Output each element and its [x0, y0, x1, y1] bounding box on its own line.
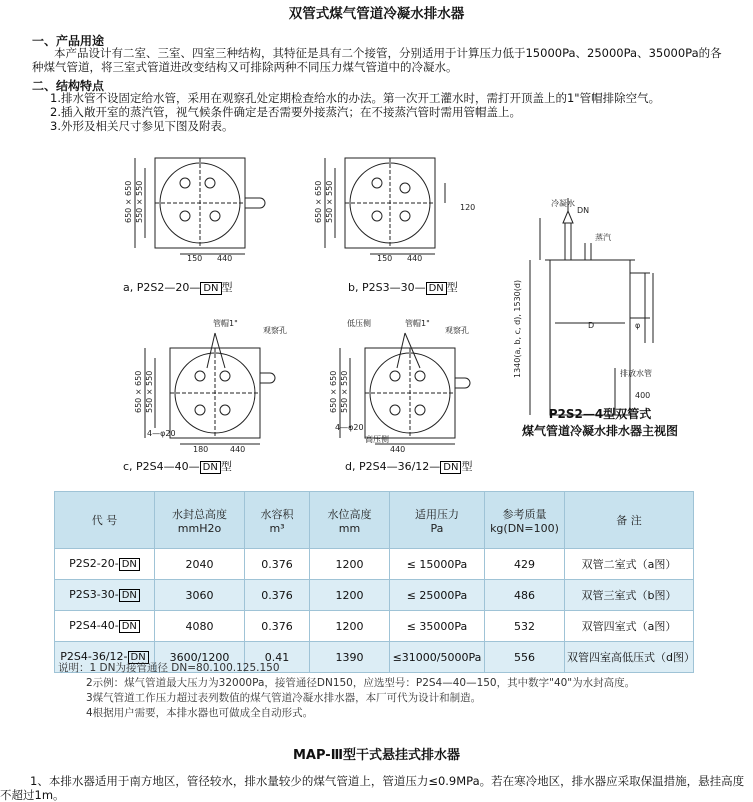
col-seal: 水封总高度 mmH2o: [155, 492, 245, 549]
cell-code: P2S2-20- DN: [55, 549, 155, 580]
cell-code: P2S4-36/12- DN: [55, 642, 155, 673]
label-cap-d: 管帽1": [405, 319, 430, 328]
caption-b: b, P2S3—30— DN 型: [348, 281, 458, 294]
col-volume: 水容积 m³: [245, 492, 310, 549]
main-front-view: [530, 198, 653, 415]
note-line: 4根据用户需要，本排水器也可做成全自动形式。: [86, 707, 314, 719]
dim-440-a: 440: [217, 254, 233, 263]
cell-code: P2S4-40- DN: [55, 611, 155, 642]
cell-pressure: ≤ 25000Pa: [390, 580, 485, 611]
dim-180-c: 180: [193, 445, 209, 454]
caption-a: a, P2S2—20— DN 型: [123, 281, 233, 294]
cell-code: P2S3-30- DN: [55, 580, 155, 611]
view-b: [325, 158, 445, 254]
dim-120-b: 120: [460, 203, 476, 212]
col-code: 代 号: [55, 492, 155, 549]
dim-phi20-d: 4—φ20: [335, 423, 364, 432]
label-D: D: [588, 321, 595, 330]
map3-description: 1、本排水器适用于南方地区，管径较水，排水量较少的煤气管道上，管道压力≤0.9MPa。若在寒冷地区，排水器应采取保温措施，悬挂高度不超过1m。: [0, 774, 745, 802]
cell-mass: 486: [485, 580, 565, 611]
cell-level: 1200: [310, 580, 390, 611]
cell-note: 双管四室式（a图）: [565, 611, 694, 642]
section2-item3: 3.外形及相关尺寸参见下图及附表。: [50, 119, 234, 133]
label-cap-c: 管帽1": [213, 319, 238, 328]
cell-seal: 3060: [155, 580, 245, 611]
dim-550-b: 550 × 550: [325, 180, 334, 223]
col-level: 水位高度 mm: [310, 492, 390, 549]
label-obs-d: 观察孔: [445, 326, 469, 335]
section1-text: 本产品设计有二室、三室、四室三种结构，其特征是具有二个接管，分别适用于计算压力低于15000Pa、25000Pa、35000Pa的各种煤气管道，将三室式管道进改变结构又可排除两种不同压力煤气管道中的冷凝水。: [32, 46, 722, 74]
dim-550-a: 550 × 550: [135, 180, 144, 223]
dim-150-a: 150: [187, 254, 203, 263]
cell-mass: 429: [485, 549, 565, 580]
dim-550-d: 550 × 550: [340, 370, 349, 413]
section2-item2: 2.插入敞开室的蒸汽管，视气候条件确定是否需要外接蒸汽；在不接蒸汽管时需用管帽盖上。: [50, 105, 521, 119]
cell-seal: 2040: [155, 549, 245, 580]
cell-volume: 0.376: [245, 549, 310, 580]
section-title-map3: MAP-Ⅲ型干式悬挂式排水器: [293, 748, 460, 763]
label-dn-top: DN: [577, 206, 590, 215]
dim-550-c: 550 × 550: [145, 370, 154, 413]
view-a: [135, 158, 265, 254]
notes-block: [58, 661, 635, 721]
cell-pressure: ≤ 35000Pa: [390, 611, 485, 642]
caption-c: c, P2S4—40— DN 型: [123, 460, 232, 473]
spec-table: [54, 491, 694, 673]
dim-phi20-c: 4—φ20: [147, 429, 176, 438]
col-note: 备 注: [565, 492, 694, 549]
cell-mass: 556: [485, 642, 565, 673]
note-line: 3煤气管道工作压力超过表列数值的煤气管道冷凝水排水器，本厂可代为设计和制造。: [86, 692, 482, 704]
dim-650-b: 650 × 650: [314, 180, 323, 223]
note-line: 2示例：煤气管道最大压力为32000Pa，接管通径DN150，应选型号：P2S4—40—150，其中数字"40"为水封高度。: [86, 677, 636, 689]
cell-level: 1390: [310, 642, 390, 673]
section1-heading: 一、产品用途: [32, 34, 105, 48]
label-cold: 冷凝水: [551, 199, 575, 208]
table-row: [55, 580, 694, 611]
table-row: [55, 549, 694, 580]
col-mass: 参考质量 kg(DN=100): [485, 492, 565, 549]
dim-440-b: 440: [407, 254, 423, 263]
table-header-row: [55, 492, 694, 549]
main-view-caption: P2S2—4型双管式 煤气管道冷凝水排水器主视图: [521, 407, 678, 438]
label-drain: 排放水管: [620, 369, 652, 378]
cell-mass: 532: [485, 611, 565, 642]
cell-level: 1200: [310, 611, 390, 642]
cell-level: 1200: [310, 549, 390, 580]
note-line: 说明：1 DN为接管通径 DN=80.100.125.150: [58, 662, 280, 674]
cell-seal: 4080: [155, 611, 245, 642]
label-high-d: 高压侧: [365, 435, 389, 444]
dim-440-c: 440: [230, 445, 246, 454]
cell-note: 双管二室式（a图）: [565, 549, 694, 580]
view-c: [145, 333, 275, 444]
label-phi: φ: [635, 321, 641, 330]
dim-650-a: 650 × 650: [124, 180, 133, 223]
cell-volume: 0.376: [245, 611, 310, 642]
label-400: 400: [635, 391, 651, 400]
cell-seal: 3600/1200: [155, 642, 245, 673]
dim-440-d: 440: [390, 445, 406, 454]
label-steam: 蒸汽: [595, 233, 611, 242]
cell-pressure: ≤31000/5000Pa: [390, 642, 485, 673]
cell-note: 双管三室式（b图）: [565, 580, 694, 611]
label-obs-c: 观察孔: [263, 326, 287, 335]
col-pressure: 适用压力 Pa: [390, 492, 485, 549]
table-row: [55, 611, 694, 642]
cell-note: 双管四室高低压式（d图）: [565, 642, 694, 673]
cell-volume: 0.41: [245, 642, 310, 673]
dim-150-b: 150: [377, 254, 393, 263]
label-1340: 1340(a, b, c, d), 1530(d): [513, 279, 522, 378]
cell-pressure: ≤ 15000Pa: [390, 549, 485, 580]
cell-volume: 0.376: [245, 580, 310, 611]
section2-heading: 二、结构特点: [32, 79, 105, 93]
caption-d: d, P2S4—36/12— DN 型: [345, 460, 473, 473]
page-title: 双管式煤气管道冷凝水排水器: [288, 6, 465, 22]
dim-650-d: 650 × 650: [329, 370, 338, 413]
section2-item1: 1.排水管不设固定给水管，采用在观察孔处定期检查给水的办法。第一次开工灌水时，需打开顶盖上的1"管帽排除空气。: [50, 91, 661, 105]
dim-650-c: 650 × 650: [134, 370, 143, 413]
label-low-d: 低压侧: [347, 319, 371, 328]
